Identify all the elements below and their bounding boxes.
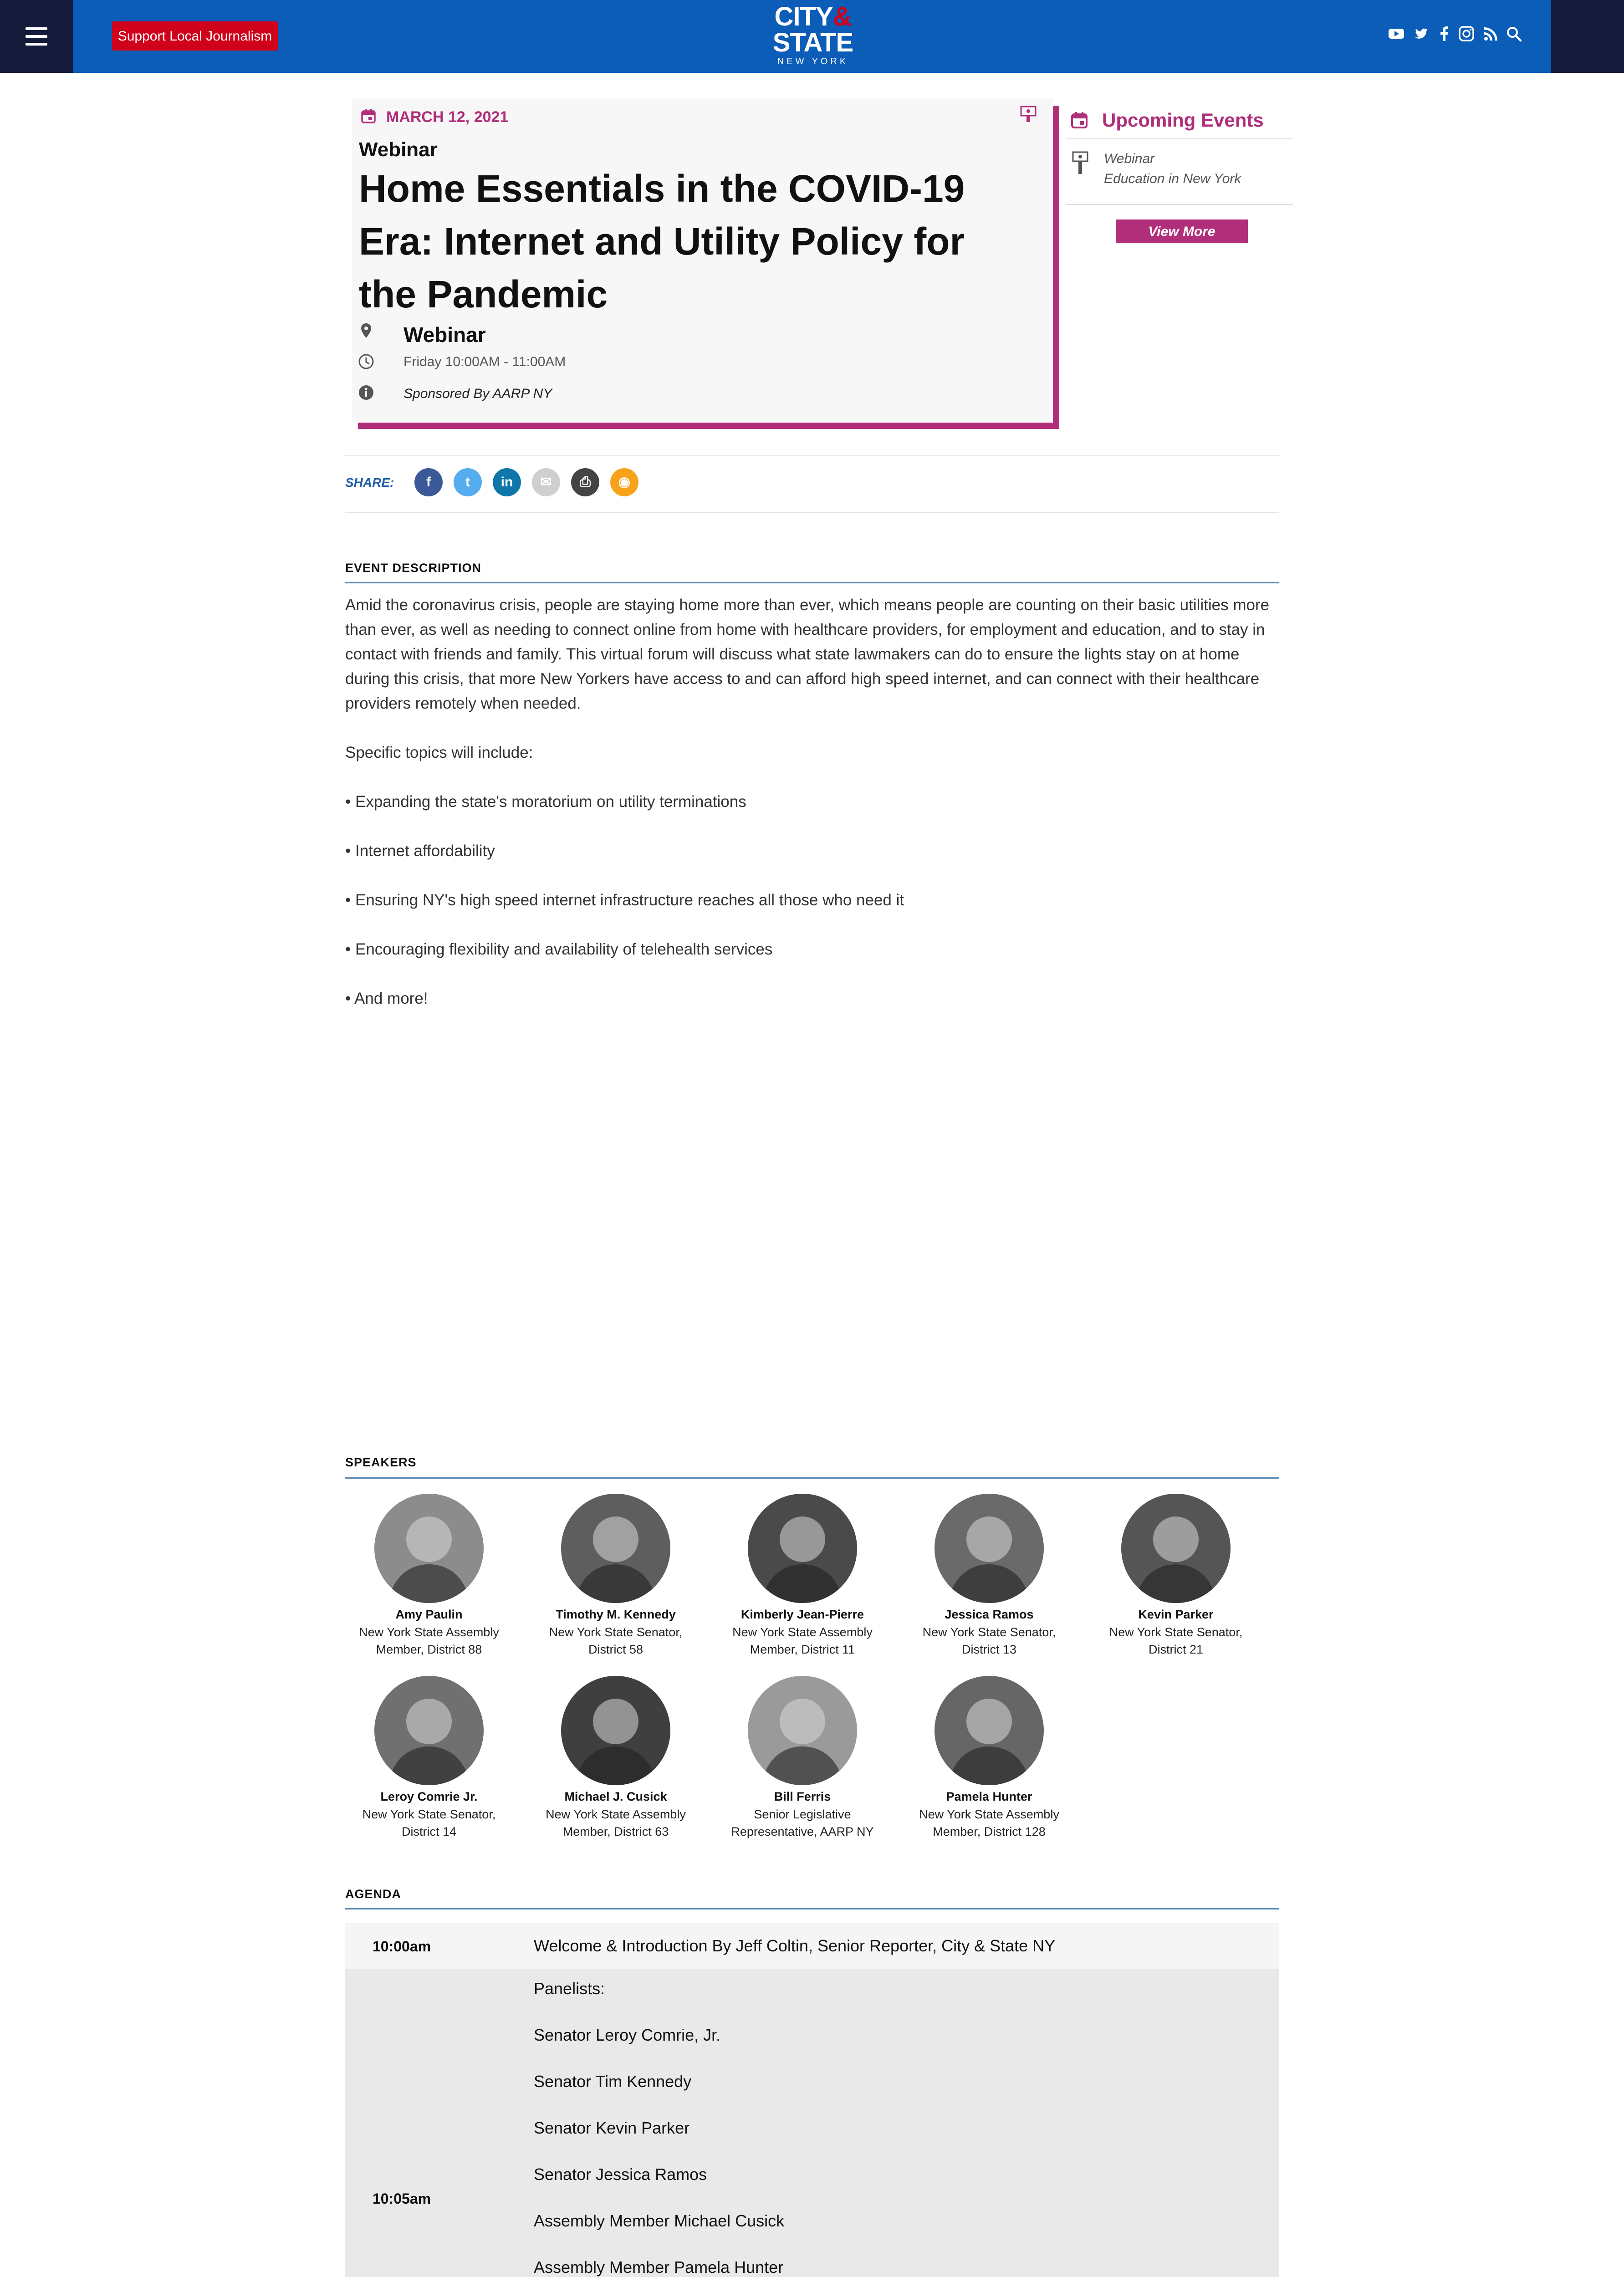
event-card [352, 99, 1053, 423]
agenda-item: Assembly Member Pamela Hunter [534, 2258, 784, 2277]
speaker-card [529, 1494, 702, 1658]
speaker-role: New York State Senator, District 14 [362, 1807, 496, 1838]
agenda-row [345, 1969, 1279, 2277]
speaker-card [716, 1494, 889, 1658]
topic-item: • Internet affordability [345, 842, 495, 860]
speaker-card [903, 1494, 1076, 1658]
speaker-name: Jessica Ramos [945, 1608, 1034, 1621]
sidebar-divider [1066, 204, 1293, 205]
topic-item: • Encouraging flexibility and availability of telehealth services [345, 940, 773, 958]
description-intro: Amid the coronavirus crisis, people are staying home more than ever, which means people are counting on their basic utilities more than ever, as well as needing to connect online from home with healthcare providers, for employment and education, and to stay in contact with friends and family. This virtual forum will discuss what state lawmakers can do to ensure the lights stay on at home during this crisis, that more New Yorkers have access to and can afford high speed internet, and can connect with their healthcare providers remotely when needed. [345, 596, 1270, 712]
agenda-time: 10:05am [373, 2190, 431, 2207]
view-more-button[interactable]: View More [1116, 220, 1248, 243]
speaker-role: New York State Assembly Member, District 88 [359, 1625, 499, 1656]
speaker-role: New York State Senator, District 58 [549, 1625, 683, 1656]
share-twitter-icon[interactable]: t [454, 468, 482, 496]
calendar-icon [1070, 111, 1088, 129]
divider [345, 512, 1279, 513]
share-rss-icon[interactable]: ◉ [610, 468, 638, 496]
share-print-icon[interactable]: ⎙ [571, 468, 599, 496]
event-sponsor: Sponsored By AARP NY [403, 386, 552, 401]
speaker-photo [374, 1494, 484, 1603]
topic-item: • And more! [345, 990, 428, 1007]
menu-panel [0, 0, 73, 73]
youtube-icon[interactable] [1388, 26, 1404, 42]
speaker-photo [561, 1676, 670, 1785]
speaker-photo [1121, 1494, 1231, 1603]
topics-label: Specific topics will include: [345, 744, 533, 761]
site-logo[interactable]: CITY& STATE NEW YORK [772, 2, 853, 66]
event-time: Friday 10:00AM - 11:00AM [403, 354, 566, 369]
speaker-role: New York State Assembly Member, District 128 [919, 1807, 1059, 1838]
speaker-name: Timothy M. Kennedy [556, 1608, 676, 1621]
share-label: SHARE: [345, 475, 394, 490]
agenda-item: Senator Tim Kennedy [534, 2072, 692, 2091]
event-description-heading: EVENT DESCRIPTION [345, 561, 482, 575]
topic-item: • Ensuring NY's high speed internet infrastructure reaches all those who need it [345, 891, 904, 909]
event-description [345, 593, 1279, 1011]
speaker-name: Michael J. Cusick [564, 1790, 667, 1803]
agenda-item: Senator Jessica Ramos [534, 2165, 707, 2184]
speaker-photo [561, 1494, 670, 1603]
speaker-name: Amy Paulin [395, 1608, 463, 1621]
facebook-icon[interactable] [1436, 26, 1453, 42]
agenda-item: Senator Kevin Parker [534, 2119, 690, 2137]
hamburger-menu-icon[interactable] [26, 27, 47, 46]
calendar-icon [361, 108, 376, 124]
clock-icon [358, 353, 374, 370]
speaker-photo [748, 1676, 857, 1785]
speaker-name: Kevin Parker [1138, 1608, 1214, 1621]
webinar-presenter-icon [1071, 150, 1089, 175]
event-date: MARCH 12, 2021 [386, 108, 509, 126]
speaker-role: New York State Senator, District 13 [922, 1625, 1056, 1656]
agenda-item: Panelists: [534, 1979, 605, 1998]
divider [345, 455, 1279, 456]
event-title: Home Essentials in the COVID-19 Era: Internet and Utility Policy for the Pandemic [359, 167, 965, 316]
agenda-time: 10:00am [373, 1938, 431, 1955]
speaker-card [342, 1676, 516, 1840]
speaker-photo [374, 1676, 484, 1785]
speaker-role: New York State Senator, District 21 [1109, 1625, 1243, 1656]
speaker-card [903, 1676, 1076, 1840]
speaker-role: New York State Assembly Member, District 11 [732, 1625, 873, 1656]
speaker-card [529, 1676, 702, 1840]
speaker-name: Leroy Comrie Jr. [380, 1790, 478, 1803]
upcoming-event-type: Webinar [1104, 151, 1155, 166]
agenda-heading: AGENDA [345, 1887, 402, 1901]
speaker-card [342, 1494, 516, 1658]
speaker-photo [935, 1676, 1044, 1785]
topic-item: • Expanding the state's moratorium on utility terminations [345, 793, 746, 811]
section-rule [345, 1477, 1279, 1479]
share-linkedin-icon[interactable]: in [493, 468, 521, 496]
event-type: Webinar [359, 138, 438, 161]
agenda-item: Senator Leroy Comrie, Jr. [534, 2026, 721, 2044]
upcoming-events-title: Upcoming Events [1102, 109, 1264, 131]
speaker-name: Kimberly Jean-Pierre [741, 1608, 864, 1621]
speaker-card [716, 1676, 889, 1840]
section-rule [345, 1908, 1279, 1909]
speaker-photo [748, 1494, 857, 1603]
speaker-name: Pamela Hunter [946, 1790, 1032, 1803]
event-location: Webinar [403, 323, 486, 347]
speaker-card [1089, 1494, 1262, 1658]
rss-icon[interactable] [1483, 26, 1499, 42]
webinar-presenter-icon [1019, 105, 1037, 123]
agenda-item: Assembly Member Michael Cusick [534, 2211, 785, 2230]
support-local-journalism-button[interactable]: Support Local Journalism [112, 21, 278, 51]
share-facebook-icon[interactable]: f [414, 468, 443, 496]
location-pin-icon [358, 322, 374, 339]
speakers-heading: SPEAKERS [345, 1455, 417, 1469]
speaker-role: Senior Legislative Representative, AARP NY [731, 1807, 874, 1838]
more-panel [1551, 0, 1624, 73]
upcoming-event-title-link[interactable]: Education in New York [1104, 171, 1241, 186]
sidebar-divider [1066, 138, 1293, 139]
info-icon [358, 384, 374, 401]
search-icon[interactable] [1506, 26, 1522, 42]
share-email-icon[interactable]: ✉ [532, 468, 560, 496]
site-header [0, 0, 1624, 73]
agenda-item: Welcome & Introduction By Jeff Coltin, Senior Reporter, City & State NY [534, 1936, 1056, 1955]
instagram-icon[interactable] [1458, 26, 1475, 42]
speaker-photo [935, 1494, 1044, 1603]
speaker-role: New York State Assembly Member, District 63 [546, 1807, 686, 1838]
section-rule [345, 582, 1279, 583]
speaker-name: Bill Ferris [774, 1790, 831, 1803]
agenda-row [345, 1923, 1279, 1969]
twitter-icon[interactable] [1413, 26, 1429, 42]
